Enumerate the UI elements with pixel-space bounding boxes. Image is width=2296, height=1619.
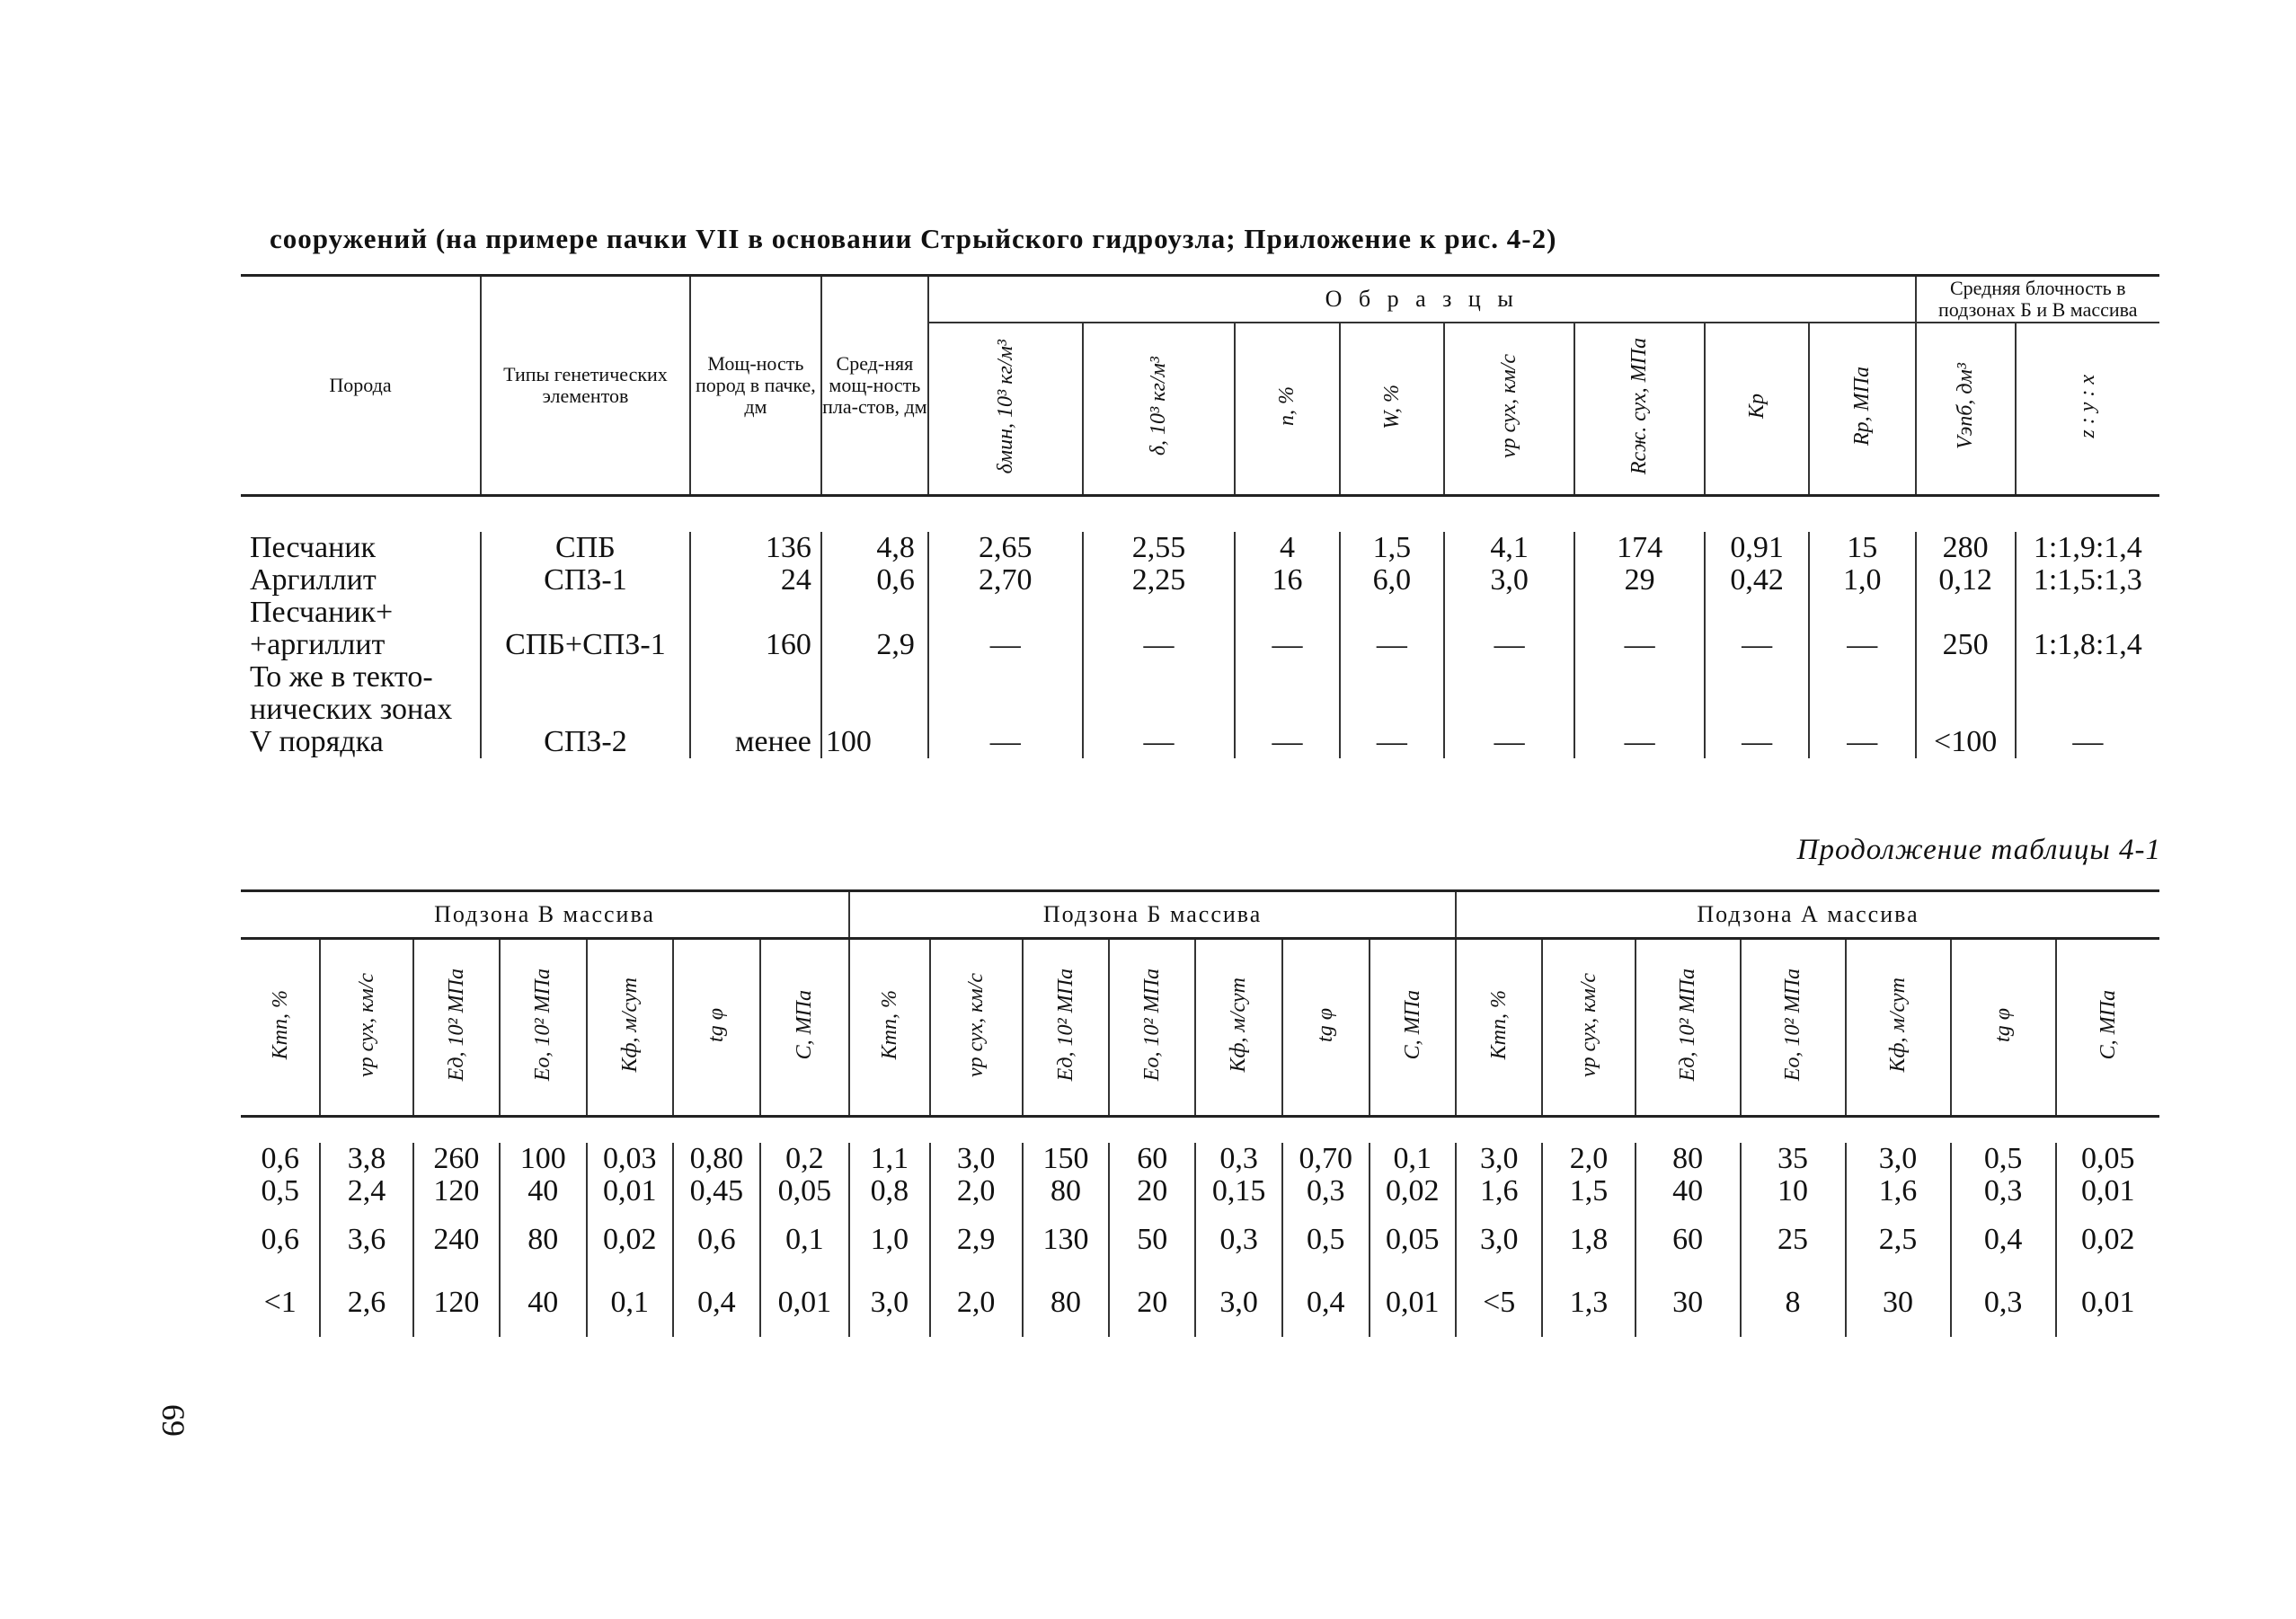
table-cell: 0,4 <box>1951 1208 2056 1256</box>
table-cell: 0,02 <box>1370 1175 1457 1208</box>
table-cell: 0,70 <box>1282 1143 1370 1175</box>
table-cell: 2,0 <box>1542 1143 1635 1175</box>
table-cell: 2,6 <box>320 1256 412 1337</box>
zone-v-header: Подзона В массива <box>241 891 849 939</box>
rock-cell: Песчаник Аргиллит Песчаник+ +аргиллит То же в текто- нических зонах V порядка <box>241 532 481 758</box>
avg-cell: 4,8 0,6 2,9 100 <box>821 532 928 758</box>
table-cell: 2,0 <box>930 1175 1023 1208</box>
table-cell: 1,5 <box>1542 1175 1635 1208</box>
col-v: Vэпб, дм³ <box>1916 323 2016 496</box>
table-cell: 25 <box>1741 1208 1846 1256</box>
vp-cell: 4,1 3,0 — — <box>1444 532 1574 758</box>
table-cell: 0,01 <box>760 1256 850 1337</box>
zone-col-header: Kтп, % <box>1456 939 1542 1117</box>
table-cell: 8 <box>1741 1256 1846 1337</box>
table-cell: 0,5 <box>241 1175 320 1208</box>
zone-col-header: Eд, 10² МПа <box>413 939 500 1117</box>
table-cell: 20 <box>1109 1256 1195 1337</box>
table-cell: 130 <box>1023 1208 1109 1256</box>
zone-col-header: tg φ <box>1951 939 2056 1117</box>
samples-header: О б р а з ц ы <box>928 276 1916 323</box>
zone-a-header: Подзона А массива <box>1456 891 2159 939</box>
table-cell: 0,01 <box>1370 1256 1457 1337</box>
table-cell: 0,6 <box>673 1208 760 1256</box>
samples-table <box>241 274 2159 758</box>
zone-col-header: Kтп, % <box>241 939 320 1117</box>
table-cell: 3,0 <box>849 1256 929 1337</box>
zone-col-header: Kф, м/сут <box>1846 939 1951 1117</box>
table-cell: 0,15 <box>1195 1175 1282 1208</box>
zone-col-header: Kтп, % <box>849 939 929 1117</box>
d-cell: 2,55 2,25 — — <box>1083 532 1236 758</box>
col-thickness: Мощ-ность пород в пачке, дм <box>690 276 821 496</box>
zone-col-header: C, МПа <box>2096 990 2120 1060</box>
rp-cell: 15 1,0 — — <box>1809 532 1915 758</box>
table-cell: 120 <box>413 1256 500 1337</box>
table-cell: 60 <box>1109 1143 1195 1175</box>
table-cell: <5 <box>1456 1256 1542 1337</box>
v-cell: 280 0,12 250 <100 <box>1916 532 2016 758</box>
table-cell: 3,0 <box>1456 1208 1542 1256</box>
zone-col-header: vp сух, км/с <box>320 939 412 1117</box>
continuation-label: Продолжение таблицы 4-1 <box>1796 834 2161 866</box>
table-cell: 240 <box>413 1208 500 1256</box>
table-cell: 80 <box>1636 1143 1741 1175</box>
table-cell: 50 <box>1109 1208 1195 1256</box>
table-cell: 2,5 <box>1846 1208 1951 1256</box>
table-cell: 20 <box>1109 1175 1195 1208</box>
zone-col-header: Eд, 10² МПа <box>1636 939 1741 1117</box>
col-avg-thickness: Сред-няя мощ-ность пла-стов, дм <box>821 276 928 496</box>
zone-col-header: C, МПа <box>1370 939 1457 1117</box>
table-cell: 10 <box>1741 1175 1846 1208</box>
col-vp: vp сух, км/с <box>1444 323 1574 496</box>
table-cell: 3,8 <box>320 1143 412 1175</box>
w-cell: 1,5 6,0 — — <box>1340 532 1445 758</box>
table-row <box>241 1256 2159 1337</box>
table-cell: 0,01 <box>587 1175 674 1208</box>
table-cell: 40 <box>1636 1175 1741 1208</box>
table-cell: 0,2 <box>760 1143 850 1175</box>
table-cell: 80 <box>1023 1175 1109 1208</box>
table-cell: 0,4 <box>1282 1256 1370 1337</box>
col-kp: Kp <box>1705 323 1809 496</box>
table-cell: 0,03 <box>587 1143 674 1175</box>
table-cell: 0,45 <box>673 1175 760 1208</box>
table-cell: 0,3 <box>1195 1208 1282 1256</box>
table-cell: 80 <box>1023 1256 1109 1337</box>
table-cell: 0,5 <box>1282 1208 1370 1256</box>
table-cell: 0,6 <box>241 1208 320 1256</box>
zone-col-header: Kф, м/сут <box>1195 939 1282 1117</box>
zones-table-body <box>241 1117 2159 1338</box>
table-cell: 0,3 <box>1282 1175 1370 1208</box>
zyx-cell: 1:1,9:1,4 1:1,5:1,3 1:1,8:1,4 — <box>2033 530 2142 758</box>
table-cell: 0,02 <box>2081 1223 2135 1256</box>
zone-col-header: Eо, 10² МПа <box>1109 939 1195 1117</box>
table-caption: сооружений (на примере пачки VII в основании Стрыйского гидроузла; Приложение к рис. 4-2) <box>270 223 1557 254</box>
table-cell: 3,0 <box>1456 1143 1542 1175</box>
table-cell: 0,5 <box>1951 1143 2056 1175</box>
col-d: δ, 10³ кг/м³ <box>1083 323 1236 496</box>
table-cell: 0,1 <box>1370 1143 1457 1175</box>
table-cell: 30 <box>1846 1256 1951 1337</box>
table-cell: 1,3 <box>1542 1256 1635 1337</box>
kp-cell: 0,91 0,42 — — <box>1705 532 1809 758</box>
thickness-cell: 136 24 160 менее <box>734 530 811 758</box>
table-cell: 0,05 <box>1370 1208 1457 1256</box>
table-cell: 0,1 <box>587 1256 674 1337</box>
table-row <box>241 1143 2159 1175</box>
table-cell: 0,01 <box>2081 1174 2135 1208</box>
zone-columns-row <box>241 939 2159 1117</box>
rsj-cell: 174 29 — — <box>1574 532 1705 758</box>
table-cell: 40 <box>500 1175 586 1208</box>
table-cell: 1,6 <box>1456 1175 1542 1208</box>
col-rock: Порода <box>241 276 481 496</box>
type-cell: СПБ СПЗ-1 СПБ+СПЗ-1 СПЗ-2 <box>481 532 690 758</box>
col-dmin: δмин, 10³ кг/м³ <box>928 323 1083 496</box>
table-cell: 0,05 <box>760 1175 850 1208</box>
table-row <box>241 1175 2159 1208</box>
table-cell: 0,4 <box>673 1256 760 1337</box>
table-cell: 0,3 <box>1195 1143 1282 1175</box>
table-cell: 100 <box>500 1143 586 1175</box>
table-cell: 3,6 <box>320 1208 412 1256</box>
table-cell: 1,8 <box>1542 1208 1635 1256</box>
table-cell: 0,02 <box>587 1208 674 1256</box>
page-number: 69 <box>155 1404 191 1437</box>
table-cell: 2,4 <box>320 1175 412 1208</box>
table-cell: <1 <box>241 1256 320 1337</box>
table-cell: 1,6 <box>1846 1175 1951 1208</box>
table-cell: 40 <box>500 1256 586 1337</box>
table-cell: 0,3 <box>1951 1175 2056 1208</box>
col-n: n, % <box>1235 323 1339 496</box>
zone-b-header: Подзона Б массива <box>849 891 1456 939</box>
zone-col-header: vp сух, км/с <box>930 939 1023 1117</box>
table-cell: 0,3 <box>1951 1256 2056 1337</box>
n-cell: 4 16 — — <box>1235 532 1339 758</box>
table-cell: 0,80 <box>673 1143 760 1175</box>
zone-col-header: Eо, 10² МПа <box>500 939 586 1117</box>
col-zyx: z : y : x <box>2076 375 2100 438</box>
col-w: W, % <box>1340 323 1445 496</box>
dmin-cell: 2,65 2,70 — — <box>928 532 1083 758</box>
table-cell: 3,0 <box>1846 1143 1951 1175</box>
table-cell: 1,0 <box>849 1208 929 1256</box>
table-cell: 120 <box>413 1175 500 1208</box>
table-cell: 150 <box>1023 1143 1109 1175</box>
table-cell: 0,1 <box>760 1208 850 1256</box>
zone-col-header: Kф, м/сут <box>587 939 674 1117</box>
col-rsj: Rсж. сух, МПа <box>1574 323 1705 496</box>
col-rp: Rp, МПа <box>1809 323 1915 496</box>
zone-col-header: Eо, 10² МПа <box>1741 939 1846 1117</box>
table-cell: 3,0 <box>1195 1256 1282 1337</box>
zone-col-header: C, МПа <box>760 939 850 1117</box>
zone-col-header: vp сух, км/с <box>1542 939 1635 1117</box>
zone-col-header: Eд, 10² МПа <box>1023 939 1109 1117</box>
zones-table <box>241 889 2159 1337</box>
table-cell: 35 <box>1741 1143 1846 1175</box>
blockness-header: Средняя блочность в подзонах Б и В массива <box>1916 276 2159 323</box>
zone-col-header: tg φ <box>1282 939 1370 1117</box>
table-cell: 80 <box>500 1208 586 1256</box>
col-types: Типы генетических элементов <box>481 276 690 496</box>
table-row <box>241 1208 2159 1256</box>
table-cell: 2,9 <box>930 1208 1023 1256</box>
table-cell: 30 <box>1636 1256 1741 1337</box>
table-cell: 60 <box>1636 1208 1741 1256</box>
table-cell: 0,01 <box>2081 1286 2135 1319</box>
table-cell: 1,1 <box>849 1143 929 1175</box>
table-cell: 0,6 <box>241 1143 320 1175</box>
table-cell: 260 <box>413 1143 500 1175</box>
table-cell: 3,0 <box>930 1143 1023 1175</box>
table-cell: 0,8 <box>849 1175 929 1208</box>
zone-col-header: tg φ <box>673 939 760 1117</box>
table-cell: 2,0 <box>930 1256 1023 1337</box>
table-cell: 0,05 <box>2081 1142 2135 1175</box>
